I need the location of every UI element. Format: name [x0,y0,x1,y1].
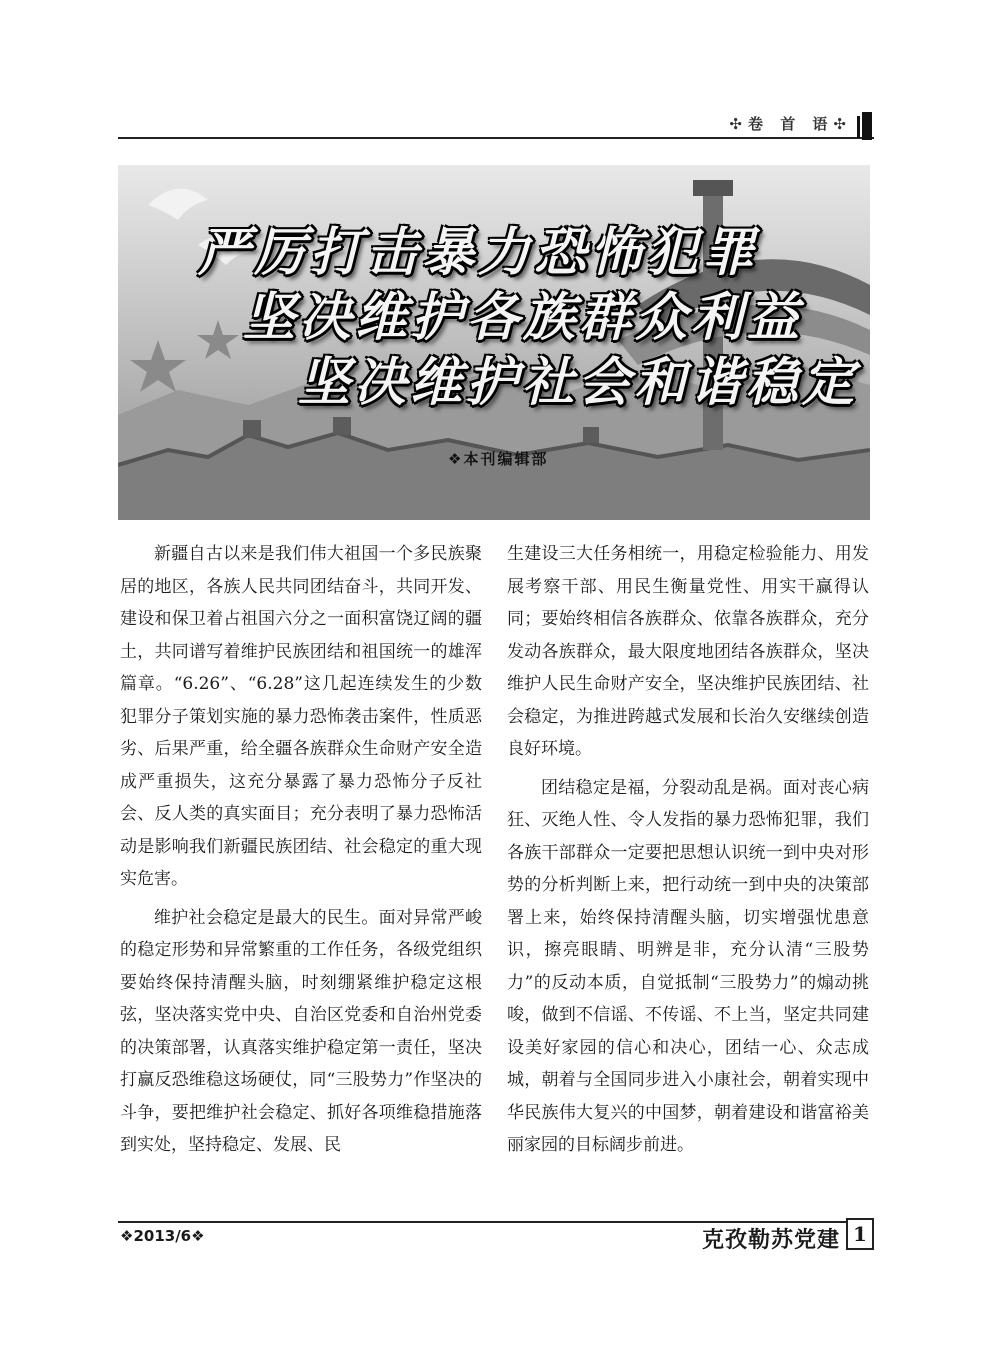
article-byline: ❖本刊编辑部 [448,450,549,468]
section-label: ✣卷 首 语✣ [729,115,852,133]
header-accent-bar [857,116,860,138]
article-paragraph: 团结稳定是福，分裂动乱是祸。面对丧心病狂、灭绝人性、令人发指的暴力恐怖犯罪，我们各族干部群众一定要把思想认识统一到中央对形势的分析判断上来，把行动统一到中央的决策部署上来，始终保持清醒头脑，切实增强忧患意识，擦亮眼睛、明辨是非，充分认清“三股势力”的反动本质，自觉抵制“三股势力”的煽动挑唆，做到不信谣、不传谣、不上当，坚定共同建设美好家园的信心和决心，团结一心、众志成城，朝着与全国同步进入小康社会，朝着实现中华民族伟大复兴的中国梦，朝着建设和谐富裕美丽家园的目标阔步前进。 [507,777,869,1155]
banner-title-line-3: 坚决维护社会和谐稳定 [298,353,859,413]
header-accent-block [862,112,872,140]
title-banner [118,165,870,520]
article-paragraph: 新疆自古以来是我们伟大祖国一个多民族聚居的地区，各族人民共同团结奋斗，共同开发、建设和保卫着占祖国六分之一面积富饶辽阔的疆土，共同谱写着维护民族团结和祖国统一的雄浑篇章。“6.26”、“6.28”这几起连续发生的少数犯罪分子策划实施的暴力恐怖袭击案件，性质恶劣、后果严重，给全疆各族群众生命财产安全造成严重损失，这充分暴露了暴力恐怖分子反社会、反人类的真实面目；充分表明了暴力恐怖活动是影响我们新疆民族团结、社会稳定的重大现实危害。 [120,544,482,889]
page-number: 1 [846,1218,874,1250]
header-rule [118,137,874,139]
banner-title-line-2: 坚决维护各族群众利益 [243,288,804,348]
article-column-right [507,538,869,1168]
banner-title-line-1: 严厉打击暴力恐怖犯罪 [198,223,759,283]
article-paragraph-continued: 生建设三大任务相统一，用稳定检验能力、用发展考察干部、用民生衡量党性、用实干赢得认同；要始终相信各族群众、依靠各族群众，充分发动各族群众，最大限度地团结各族群众，坚决维护人民生命财产安全，坚决维护民族团结、社会稳定，为推进跨越式发展和长治久安继续创造良好环境。 [507,544,869,759]
article-column-left [120,538,482,1168]
journal-name: 克孜勒苏党建 [701,1227,840,1253]
issue-date: ❖2013/6❖ [120,1227,205,1245]
article-paragraph: 维护社会稳定是最大的民生。面对异常严峻的稳定形势和异常繁重的工作任务，各级党组织要始终保持清醒头脑，时刻绷紧维护稳定这根弦，坚决落实党中央、自治区党委和自治州党委的决策部署，认真落实维护稳定第一责任，坚决打赢反恐维稳这场硬仗，同“三股势力”作坚决的斗争，要把维护社会稳定、抓好各项维稳措施落到实处，坚持稳定、发展、民 [120,907,482,1155]
